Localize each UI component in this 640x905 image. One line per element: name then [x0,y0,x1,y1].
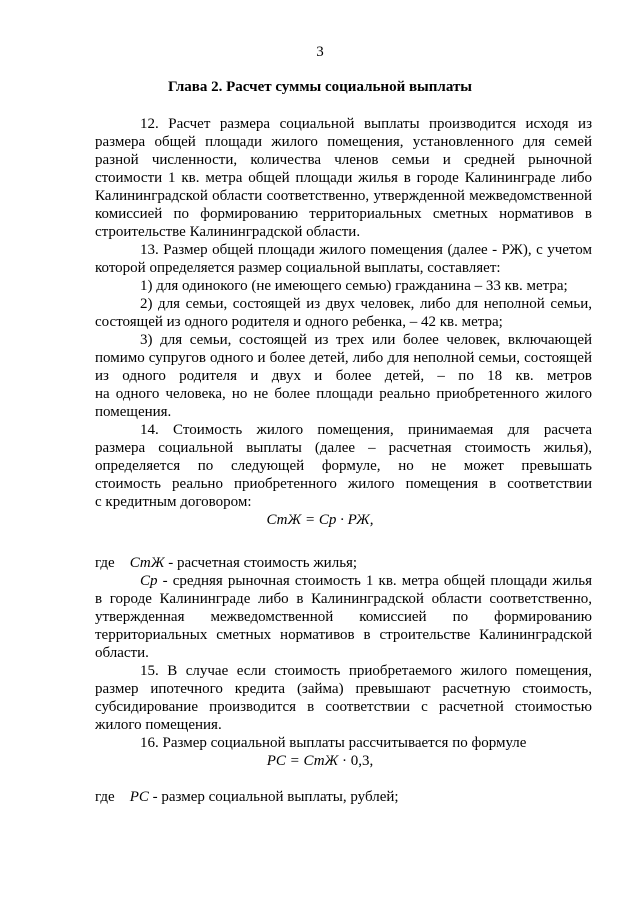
formula-pc-tail: · 0,3, [338,753,374,769]
p13-item-3-line-1: 3) для семьи, состоящей из трех или более человек, включающей [140,332,592,348]
cp-def-line-1-text: - средняя рыночная стоимость 1 кв. метра общей площади жилья [157,573,592,589]
cp-def-line-5: области. [95,645,149,661]
cp-def-line-3: утвержденная межведомственной комиссией по формированию [95,609,592,625]
p15-line-2: размер ипотечного кредита (займа) превышают расчетную стоимость, [95,681,592,697]
p12-line-2: размера общей площади жилого помещения, установленного для семей [95,134,592,150]
cp-def-line-4: территориальных сметных нормативов в строительстве Калининградской [95,627,592,643]
p14-line-3: определяется по следующей формуле, но не может превышать [95,458,592,474]
formula-pc-expr: РС = СтЖ [266,753,339,769]
where-prefix-2: где [95,789,115,805]
p14-line-5: с кредитным договором: [95,494,252,510]
p13-item-3-line-4: на одного человека, но не более площади реально приобретенного жилого [95,386,592,402]
chapter-title: Глава 2. Расчет суммы социальной выплаты [167,79,473,95]
cp-def-line-2: в городе Калининграде либо в Калининградской области соответственно, [95,591,592,607]
p15-line-4: жилого помещения. [95,717,222,733]
p14-line-2: размера социальной выплаты (далее – расчетная стоимость жилья), [95,440,592,456]
p12-line-3: разной численности, количества членов семьи и средней рыночной [95,152,592,168]
p13-item-2-line-2: состоящей из одного родителя и одного ребенка, – 42 кв. метра; [95,314,503,330]
where-stzh-line [95,554,592,572]
p14-line-4: стоимость реально приобретенного жилого помещения в соответствии [95,476,592,492]
where-stzh-text: - расчетная стоимость жилья; [164,555,358,571]
p12-line-4: стоимости 1 кв. метра общей площади жилья в городе Калининграде либо [95,170,592,186]
p16-line-1: 16. Размер социальной выплаты рассчитывается по формуле [140,735,527,751]
p13-line-1: 13. Размер общей площади жилого помещения (далее - РЖ), с учетом [140,242,592,258]
p13-item-3-line-2: помимо супругов одного и более детей, либо для неполной семьи, состоящей [95,350,592,366]
symbol-pc: РС [129,789,149,805]
p12-line-1: 12. Расчет размера социальной выплаты производится исходя из [140,116,592,132]
formula-pc [0,753,640,770]
p12-line-5: Калининградской области соответственно, утвержденной межведомственной [95,188,592,204]
where-pc-line [95,788,592,806]
symbol-cp: Ср [140,573,158,589]
formula-stzh: СтЖ = Ср · РЖ, [266,512,374,528]
p13-item-3-line-3: из одного родителя и двух и более детей, – по 18 кв. метров [95,368,592,384]
p12-line-6: комиссией по формированию территориальных сметных нормативов в [95,206,592,222]
cp-def-line-1 [95,572,592,590]
p15-line-3: субсидирование производится в соответствии с расчетной стоимостью [95,699,592,715]
p12-line-7: строительстве Калининградской области. [95,224,361,240]
p13-item-1: 1) для одинокого (не имеющего семью) гражданина – 33 кв. метра; [140,278,568,294]
p13-item-3-line-5: помещения. [95,404,172,420]
p13-line-2: которой определяется размер социальной выплаты, составляет: [95,260,501,276]
p13-item-2-line-1: 2) для семьи, состоящей из двух человек, либо для неполной семьи, [140,296,592,312]
where-pc-text: - размер социальной выплаты, рублей; [148,789,399,805]
page-number: 3 [316,44,324,60]
symbol-stzh: СтЖ [129,555,165,571]
where-prefix: где [95,555,115,571]
p14-line-1: 14. Стоимость жилого помещения, принимаемая для расчета [140,422,592,438]
p15-line-1: 15. В случае если стоимость приобретаемого жилого помещения, [140,663,592,679]
